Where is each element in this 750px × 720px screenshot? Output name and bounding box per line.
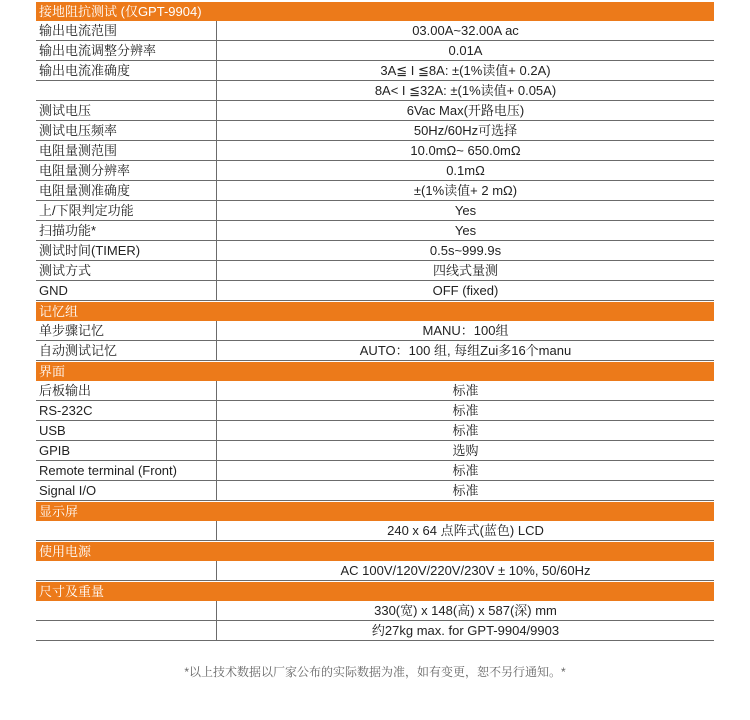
spec-row xyxy=(36,41,714,61)
spec-label xyxy=(36,561,217,580)
spec-label xyxy=(36,521,217,540)
spec-value: 6Vac Max(开路电压) xyxy=(406,103,525,118)
spec-label: 上/下限判定功能 xyxy=(36,201,217,220)
spec-value: 330(宽) x 148(高) x 587(深) mm xyxy=(374,603,557,618)
spec-label: 测试方式 xyxy=(36,261,217,280)
spec-label: 电阻量测准确度 xyxy=(36,181,217,200)
spec-table xyxy=(36,0,714,641)
spec-value: 0.1mΩ xyxy=(446,163,485,178)
spec-label: 电阻量测范围 xyxy=(36,141,217,160)
spec-row xyxy=(36,481,714,501)
spec-label: 电阻量测分辨率 xyxy=(36,161,217,180)
spec-label xyxy=(36,601,217,620)
spec-value: 标准 xyxy=(452,463,479,478)
spec-row xyxy=(36,181,714,201)
spec-row xyxy=(36,241,714,261)
footnote: *以上技术数据以厂家公布的实际数据为准，如有变更，恕不另行通知。* xyxy=(184,665,566,679)
spec-value: 3A≦ I ≦8A: ±(1%读值+ 0.2A) xyxy=(380,63,551,78)
spec-row xyxy=(36,101,714,121)
spec-label: 输出电流调整分辨率 xyxy=(36,41,217,60)
spec-label: GND xyxy=(36,281,217,300)
spec-row xyxy=(36,321,714,341)
spec-value: 50Hz/60Hz可选择 xyxy=(413,123,518,138)
spec-row xyxy=(36,221,714,241)
spec-label xyxy=(36,621,217,640)
spec-value: 8A< I ≦32A: ±(1%读值+ 0.05A) xyxy=(374,83,557,98)
spec-row xyxy=(36,381,714,401)
spec-value: AC 100V/120V/220V/230V ± 10%, 50/60Hz xyxy=(340,563,591,578)
spec-label: 扫描功能* xyxy=(36,221,217,240)
spec-row xyxy=(36,601,714,621)
spec-row xyxy=(36,521,714,541)
section-header: 显示屏 xyxy=(36,502,714,521)
spec-row xyxy=(36,201,714,221)
spec-value: 240 x 64 点阵式(蓝色) LCD xyxy=(387,523,544,538)
spec-value: ±(1%读值+ 2 mΩ) xyxy=(413,183,518,198)
spec-row xyxy=(36,561,714,581)
spec-row xyxy=(36,441,714,461)
spec-label: 后板输出 xyxy=(36,381,217,400)
section-header: 使用电源 xyxy=(36,542,714,561)
spec-value: Yes xyxy=(454,223,477,238)
spec-value: AUTO：100 组, 每组Zui多16个manu xyxy=(359,343,572,358)
section-header: 记忆组 xyxy=(36,302,714,321)
spec-row xyxy=(36,281,714,301)
spec-label: 测试时间(TIMER) xyxy=(36,241,217,260)
spec-label: Remote terminal (Front) xyxy=(36,461,217,480)
spec-value: 0.5s~999.9s xyxy=(429,243,502,258)
spec-label: 输出电流范围 xyxy=(36,21,217,40)
spec-row xyxy=(36,61,714,81)
spec-label: GPIB xyxy=(36,441,217,460)
spec-value: 03.00A~32.00A ac xyxy=(412,23,519,38)
spec-label: 输出电流准确度 xyxy=(36,61,217,80)
spec-label: RS-232C xyxy=(36,401,217,420)
spec-value: 选购 xyxy=(452,443,479,458)
spec-value: 10.0mΩ~ 650.0mΩ xyxy=(410,143,521,158)
spec-row xyxy=(36,401,714,421)
spec-value: OFF (fixed) xyxy=(432,283,499,298)
spec-label: 单步骤记忆 xyxy=(36,321,217,340)
spec-row xyxy=(36,461,714,481)
spec-label: 测试电压 xyxy=(36,101,217,120)
spec-value: 标准 xyxy=(452,383,479,398)
spec-value: 标准 xyxy=(452,483,479,498)
spec-label: Signal I/O xyxy=(36,481,217,500)
section-header: 接地阻抗测试 (仅GPT-9904) xyxy=(36,2,714,21)
spec-row xyxy=(36,161,714,181)
spec-value: MANU：100组 xyxy=(422,323,509,338)
section-header: 界面 xyxy=(36,362,714,381)
spec-label xyxy=(36,81,217,100)
spec-row xyxy=(36,21,714,41)
section-header: 尺寸及重量 xyxy=(36,582,714,601)
spec-value: 0.01A xyxy=(448,43,483,58)
spec-value: 四线式量测 xyxy=(432,263,498,278)
spec-label: 测试电压频率 xyxy=(36,121,217,140)
spec-value: 标准 xyxy=(452,403,479,418)
spec-row xyxy=(36,421,714,441)
spec-value: 约27kg max. for GPT-9904/9903 xyxy=(371,623,560,638)
spec-label: 自动测试记忆 xyxy=(36,341,217,360)
spec-row xyxy=(36,141,714,161)
spec-row xyxy=(36,621,714,641)
spec-label: USB xyxy=(36,421,217,440)
spec-value: 标准 xyxy=(452,423,479,438)
spec-row xyxy=(36,81,714,101)
spec-value: Yes xyxy=(454,203,477,218)
spec-row xyxy=(36,261,714,281)
spec-row xyxy=(36,341,714,361)
spec-row xyxy=(36,121,714,141)
